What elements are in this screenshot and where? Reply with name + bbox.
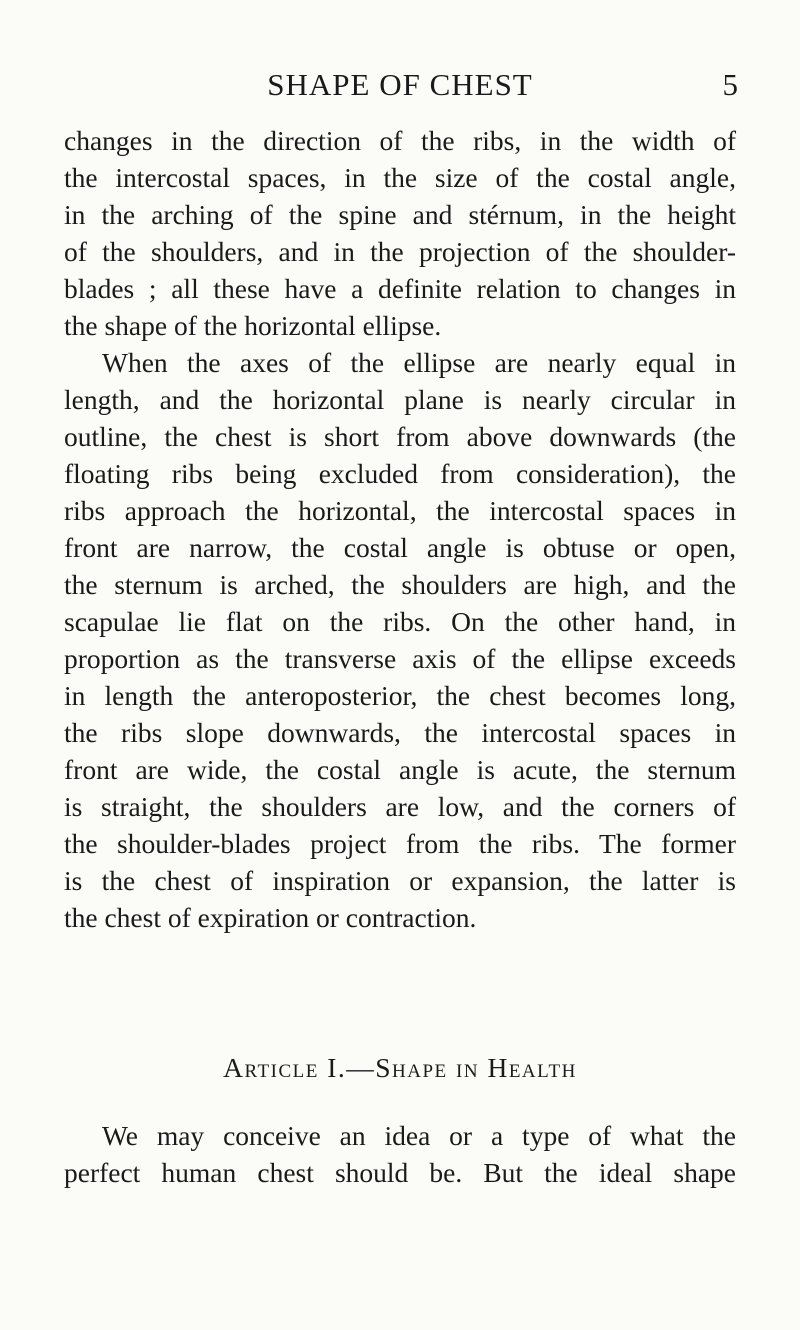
text-line: the shape of the horizontal ellipse. (64, 310, 442, 341)
body-text (64, 1117, 736, 1191)
section-heading: Article I.—Shape in Health (223, 1052, 577, 1083)
text-line: changes in the direction of the ribs, in the width of (64, 125, 736, 156)
text-line: perfect human chest should be. But the ideal shape (64, 1157, 736, 1188)
running-head (0, 63, 800, 107)
text-line: front are wide, the costal angle is acute, the sternum (64, 754, 736, 785)
text-line: the intercostal spaces, in the size of the costal angle, (64, 162, 736, 193)
text-line: floating ribs being excluded from consideration), the (64, 458, 736, 489)
body-text (64, 122, 736, 936)
text-line: length, and the horizontal plane is nearly circular in (64, 384, 736, 415)
text-line: blades ; all these have a definite relation to changes in (64, 273, 736, 304)
text-line: in length the anteroposterior, the chest becomes long, (64, 680, 736, 711)
page-number: 5 (722, 67, 738, 102)
text-line: When the axes of the ellipse are nearly equal in (102, 347, 736, 378)
text-line: is straight, the shoulders are low, and the corners of (64, 791, 736, 822)
text-line: proportion as the transverse axis of the ellipse exceeds (64, 643, 736, 674)
text-line: the chest of expiration or contraction. (64, 902, 477, 933)
text-line: of the shoulders, and in the projection of the shoulder- (64, 236, 736, 267)
text-line: ribs approach the horizontal, the intercostal spaces in (64, 495, 736, 526)
text-line: is the chest of inspiration or expansion, the latter is (64, 865, 736, 896)
text-line: outline, the chest is short from above downwards (the (64, 421, 736, 452)
text-line: We may conceive an idea or a type of what the (102, 1120, 736, 1151)
running-title: SHAPE OF CHEST (267, 67, 533, 102)
text-line: the ribs slope downwards, the intercostal spaces in (64, 717, 736, 748)
text-line: scapulae lie flat on the ribs. On the other hand, in (64, 606, 736, 637)
text-line: the sternum is arched, the shoulders are high, and the (64, 569, 736, 600)
text-line: in the arching of the spine and stérnum, in the height (64, 199, 736, 230)
text-line: front are narrow, the costal angle is obtuse or open, (64, 532, 736, 563)
text-line: the shoulder-blades project from the ribs. The former (64, 828, 736, 859)
